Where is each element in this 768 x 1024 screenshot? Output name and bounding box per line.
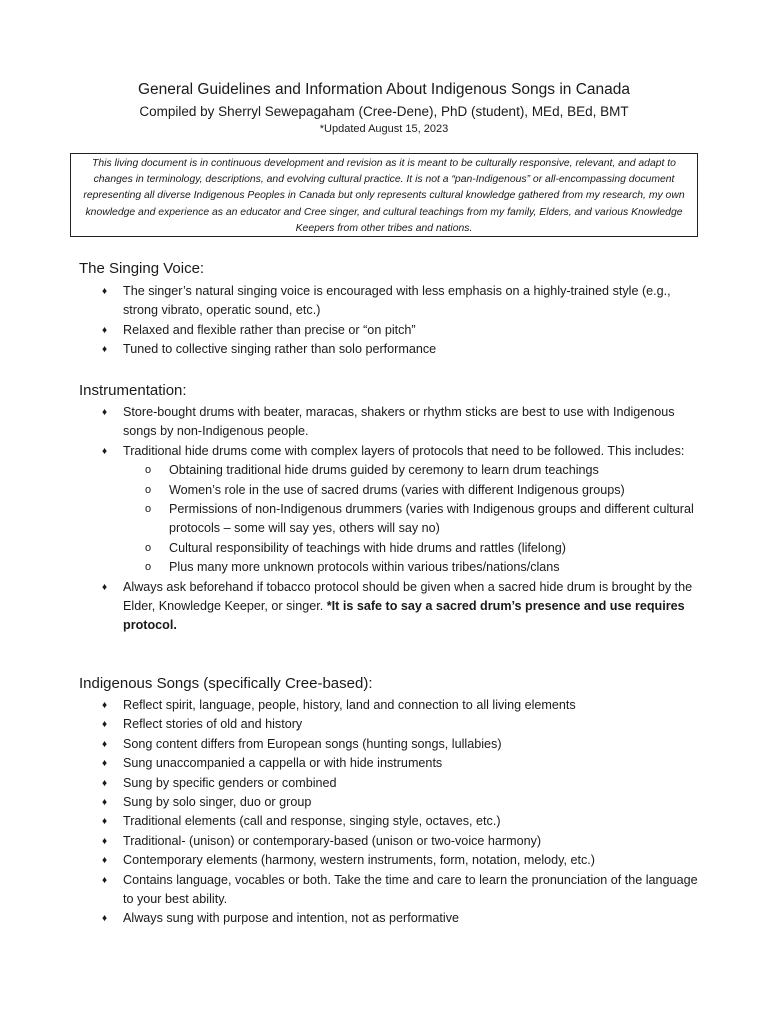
diamond-bullet-icon: ♦ <box>102 344 108 356</box>
list-item: ♦ Always sung with purpose and intention, not as performative <box>0 909 768 928</box>
diamond-bullet-icon: ♦ <box>102 286 108 297</box>
list-item: ♦ Contains language, vocables or both. Take the time and care to learn the pronunciation of the language to your best ability. <box>102 872 698 907</box>
list-item: ♦ Sung unaccompanied a cappella or with hide instruments <box>0 754 768 773</box>
circle-bullet-icon: o <box>145 503 152 516</box>
diamond-bullet-icon: ♦ <box>102 816 108 828</box>
list-item: ♦ Relaxed and flexible rather than precise or “on pitch” <box>0 321 768 340</box>
list-item: ♦ Always ask beforehand if tobacco protocol should be given when a sacred hide drum is brought by the Elder, Knowledge Keeper, or singer. *It is safe to say a sacred drum’s presence and use requires protocol. <box>102 579 693 633</box>
diamond-bullet-icon: ♦ <box>102 407 108 418</box>
diamond-bullet-icon: ♦ <box>102 855 108 867</box>
sub-list-item: o Obtaining traditional hide drums guided by ceremony to learn drum teachings <box>0 461 768 480</box>
diamond-bullet-icon: ♦ <box>102 738 108 750</box>
notice-box: This living document is in continuous development and revision as it is meant to be culturally responsive, relevant, and adapt to changes in terminology, descriptions, and evolving cultural practice. It is not a “pan-Indigenous” or all-encompassing document representing all diverse Indigenous Peoples in Canada but only represents cultural knowledge gathered from my research, my own knowledge and experience as an educator and Cree singer, and cultural teachings from my family, Elders, and various Knowledge Keepers from other tribes and nations. <box>70 153 698 237</box>
instrumentation-list <box>0 403 768 636</box>
diamond-bullet-icon: ♦ <box>102 581 108 593</box>
singing-voice-list <box>0 282 768 360</box>
sub-list-item: o Permissions of non-Indigenous drummers (varies with Indigenous groups and different cultural protocols – some will say yes, others will say no) <box>145 502 694 536</box>
indigenous-songs-list <box>0 696 768 929</box>
list-item: ♦ Store-bought drums with beater, maracas, shakers or rhythm sticks are best to use with Indigenous songs by non-Indigenous people. <box>102 405 675 439</box>
heading-instrumentation: Instrumentation: <box>79 382 187 399</box>
list-item: ♦ Traditional- (unison) or contemporary-based (unison or two-voice harmony) <box>0 832 768 851</box>
diamond-bullet-icon: ♦ <box>102 324 108 336</box>
document-subtitle: Compiled by Sherryl Sewepagaham (Cree-Dene), PhD (student), MEd, BEd, BMT <box>139 104 629 119</box>
diamond-bullet-icon: ♦ <box>102 758 108 770</box>
diamond-bullet-icon: ♦ <box>102 913 108 925</box>
heading-singing-voice: The Singing Voice: <box>79 260 205 277</box>
diamond-bullet-icon: ♦ <box>102 445 108 457</box>
heading-indigenous-songs: Indigenous Songs (specifically Cree-based): <box>79 675 373 692</box>
circle-bullet-icon: o <box>145 483 152 496</box>
sub-list-item: o Plus many more unknown protocols within various tribes/nations/clans <box>0 558 768 577</box>
list-item: ♦ Traditional elements (call and response, singing style, octaves, etc.) <box>0 812 768 831</box>
updated-date: *Updated August 15, 2023 <box>319 123 449 135</box>
list-item: ♦ Contemporary elements (harmony, western instruments, form, notation, melody, etc.) <box>0 851 768 870</box>
list-item: ♦ Sung by specific genders or combined <box>0 774 768 793</box>
circle-bullet-icon: o <box>145 541 152 554</box>
circle-bullet-icon: o <box>145 464 152 477</box>
document-title: General Guidelines and Information About Indigenous Songs in Canada <box>137 81 631 98</box>
list-item: ♦ Traditional hide drums come with complex layers of protocols that need to be followed. This includes: <box>0 442 768 461</box>
list-item: ♦ Sung by solo singer, duo or group <box>0 793 768 812</box>
list-item: ♦ Reflect spirit, language, people, history, land and connection to all living elements <box>0 696 768 715</box>
diamond-bullet-icon: ♦ <box>102 777 108 789</box>
diamond-bullet-icon: ♦ <box>102 719 108 731</box>
list-item: ♦ Tuned to collective singing rather than solo performance <box>0 340 768 359</box>
sub-list-item: o Cultural responsibility of teachings with hide drums and rattles (lifelong) <box>0 539 768 558</box>
diamond-bullet-icon: ♦ <box>102 835 108 847</box>
list-item: ♦ Reflect stories of old and history <box>0 715 768 734</box>
sub-list-item: o Women’s role in the use of sacred drums (varies with different Indigenous groups) <box>0 481 768 500</box>
circle-bullet-icon: o <box>145 561 152 574</box>
list-item: ♦ Song content differs from European songs (hunting songs, lullabies) <box>0 735 768 754</box>
diamond-bullet-icon: ♦ <box>102 797 108 809</box>
protocol-emphasis: *It is safe to say a sacred drum’s presence and use requires protocol. <box>123 599 685 633</box>
list-item: ♦ The singer’s natural singing voice is encouraged with less emphasis on a highly-trained style (e.g., strong vibrato, operatic sound, etc.) <box>102 284 671 318</box>
diamond-bullet-icon: ♦ <box>102 874 108 886</box>
diamond-bullet-icon: ♦ <box>102 700 108 711</box>
